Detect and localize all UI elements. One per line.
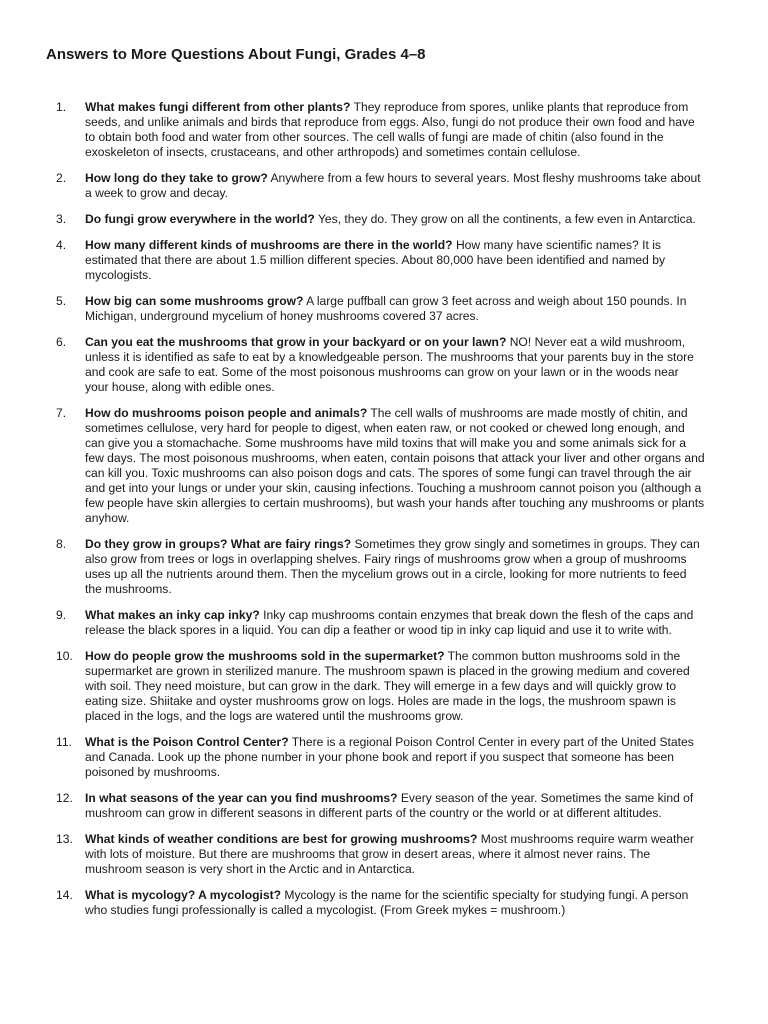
item-number: 6. [56,335,67,349]
list-item [0,335,705,395]
item-answer: Most mushrooms require warm weather with lots of moisture. But there are mushrooms that grow in desert areas, where it almost never rains. The mushroom season is very short in the Arctic and in Antarctica. [85,832,694,876]
list-item [0,608,705,638]
item-number: 8. [56,537,67,551]
item-answer: Yes, they do. They grow on all the continents, a few even in Antarctica. [317,212,696,226]
list-item [0,100,705,160]
item-answer: NO! Never eat a wild mushroom, unless it is identified as safe to eat by a knowledgeable person. The mushrooms that your parents buy in the store and cook are safe to eat. Some of the most poisonous mushrooms can grow on your lawn or in the woods near your house, along with edible ones. [85,335,694,394]
item-number: 9. [56,608,67,622]
list-item [0,735,705,780]
item-question: In what seasons of the year can you find mushrooms? [85,791,398,805]
item-number: 7. [56,406,67,420]
item-answer: Mycology is the name for the scientific specialty for studying fungi. A person who studies fungi professionally is called a mycologist. (From Greek mykes = mushroom.) [85,888,689,917]
item-answer: Anywhere from a few hours to several years. Most fleshy mushrooms take about a week to grow and decay. [85,171,701,200]
list-item [0,832,705,877]
item-question: How big can some mushrooms grow? [85,294,304,308]
item-number: 10. [56,649,73,663]
list-item [0,294,705,324]
item-number: 14. [56,888,73,902]
item-answer: The common button mushrooms sold in the supermarket are grown in sterilized manure. The mushroom spawn is placed in the growing medium and covered with soil. They need moisture, but can grow in the dark. They will emerge in a few days and will quickly grow to eating size. Shiitake and oyster mushrooms grow on logs. Holes are made in the logs, the mushroom spawn is placed in the logs, and the logs are watered until the mushrooms grow. [85,649,690,723]
list-item [0,212,705,227]
list-item [0,791,705,821]
item-answer: Sometimes they grow singly and sometimes in groups. They can also grow from trees or logs in overlapping shelves. Fairy rings of mushrooms grow when a group of mushrooms uses up all the nutrients around them. Then the mycelium grows out in a circle, looking for more nutrients to feed the mushrooms. [85,537,700,596]
qa-list [0,100,768,929]
list-item [0,406,705,526]
item-question: How do mushrooms poison people and animals? [85,406,368,420]
item-answer: There is a regional Poison Control Center in every part of the United States and Canada. Look up the phone number in your phone book and report if you suspect that someone has been poisoned by mushrooms. [85,735,694,779]
item-question: What is mycology? A mycologist? [85,888,281,902]
item-answer: Every season of the year. Sometimes the same kind of mushroom can grow in different seasons in different parts of the country or the world or at different altitudes. [85,791,694,820]
item-question: How many different kinds of mushrooms are there in the world? [85,238,453,252]
item-number: 5. [56,294,67,308]
item-number: 13. [56,832,73,846]
item-number: 4. [56,238,67,252]
item-answer: They reproduce from spores, unlike plants that reproduce from seeds, and unlike animals and birds that reproduce from eggs. Also, fungi do not produce their own food and have to obtain both food and water from other sources. The cell walls of fungi are made of chitin (also found in the exoskeleton of insects, crustaceans, and other arthropods) and sometimes contain cellulose. [85,100,695,159]
list-item [0,649,705,724]
item-question: Do fungi grow everywhere in the world? [85,212,315,226]
item-question: What makes fungi different from other plants? [85,100,351,114]
item-question: Can you eat the mushrooms that grow in your backyard or on your lawn? [85,335,507,349]
item-number: 11. [56,735,72,749]
item-number: 1. [56,100,67,114]
item-question: How long do they take to grow? [85,171,268,185]
item-question: How do people grow the mushrooms sold in the supermarket? [85,649,445,663]
item-question: What makes an inky cap inky? [85,608,260,622]
list-item [0,238,705,283]
item-question: What kinds of weather conditions are best for growing mushrooms? [85,832,478,846]
item-answer: The cell walls of mushrooms are made mostly of chitin, and sometimes cellulose, very hard for people to digest, when eaten raw, or not cooked or chewed long enough, and can give you a stomachache. Some mushrooms have mild toxins that will make you and some animals sick for a few days. The most poisonous mushrooms, when eaten, contain poisons that attack your liver and other organs and can kill you. Toxic mushrooms can also poison dogs and cats. The spores of some fungi can travel through the air and get into your lungs or under your skin, causing infections. Touching a mushroom cannot poison you (although a few people have skin allergies to certain mushrooms), but wash your hands after touching any mushrooms or plants anyhow. [85,406,705,525]
list-item [0,537,705,597]
item-answer: Inky cap mushrooms contain enzymes that break down the flesh of the caps and release the black spores in a liquid. You can dip a feather or wood tip in inky cap liquid and use it to write with. [85,608,694,637]
item-question: What is the Poison Control Center? [85,735,289,749]
item-question: Do they grow in groups? What are fairy rings? [85,537,352,551]
item-number: 3. [56,212,67,226]
list-item [0,171,705,201]
item-number: 12. [56,791,73,805]
item-answer: How many have scientific names? It is estimated that there are about 1.5 million different species. About 80,000 have been identified and named by mycologists. [85,238,665,282]
page-title: Answers to More Questions About Fungi, Grades 4–8 [46,46,426,63]
item-answer: A large puffball can grow 3 feet across and weigh about 150 pounds. In Michigan, underground mycelium of honey mushrooms covered 37 acres. [85,294,687,323]
item-number: 2. [56,171,67,185]
list-item [0,888,705,918]
